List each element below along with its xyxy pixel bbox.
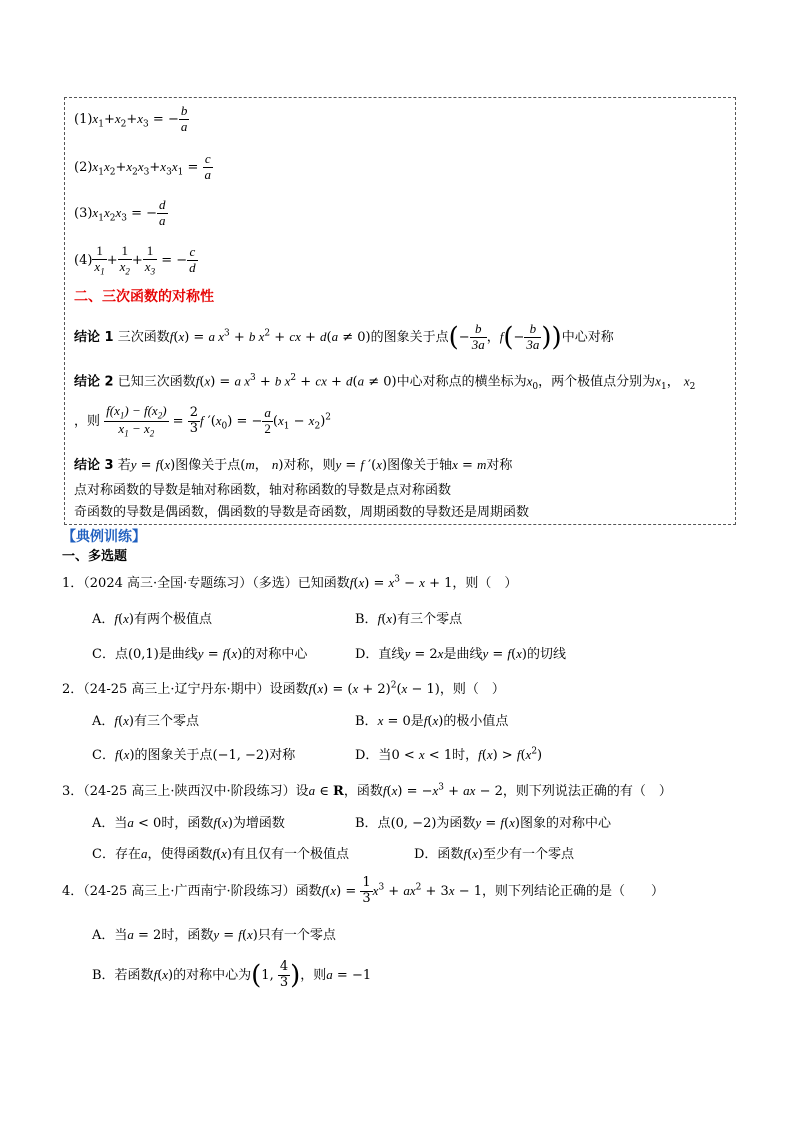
text: 图像关于点 [175,458,241,473]
q2-option-c[interactable]: C．f(x)的图象关于点(−1, −2)对称 [92,747,296,763]
label: (1) [74,111,93,127]
q3-option-a[interactable]: A．当a < 0时，函数f(x)为增函数 [92,815,285,831]
den: a [180,118,188,134]
sub-title: 一、多选题 [62,549,128,564]
conclusion-2-formula: ，则 $\frac{f(x_1) - f(x_2)}{x_1 - x_2}$ = $\frac{2}{3}$ f $'(x_0)$ = − $\frac{a}{2}$ $(x_1 - x_2)^2$ [74,403,331,439]
text: 三次函数 [117,329,170,345]
label: (3) [74,205,93,221]
text: 对称，则 [283,458,336,473]
text: 若 [117,458,131,473]
question-1: 1．（2024 高三·全国·专题练习）（多选）已知函数$f(x) = x^3 - x + 1$，则（ ） [62,574,518,591]
text: ，两个极值点分别为 [538,374,656,390]
q2-option-b[interactable]: B．x = 0是f(x)的极小值点 [355,713,509,729]
vieta-pair-sum: $(2)x_1x_2+x_2x_3+x_3x_1$ = $\frac{c}{a}$ [74,151,211,182]
label: (4) [74,252,93,268]
num: d [159,197,166,212]
question-3: 3．（24-25 高三上·陕西汉中·阶段练习）设a ∈ R，函数$f(x) = -x^3$ + ax − 2，则下列说法正确的有（ ） [62,782,672,799]
q2-option-d[interactable]: D．当0 < x < 1时，$f(x) > f(x^2)$ [355,746,543,763]
question-4: 4．（24-25 高三上·广西南宁·阶段练习）函数f(x) = $\frac{1}{3}$ $x^3 + ax^2 + 3x - 1$，则下列结论正确的是（ ） [62,875,665,906]
q2-option-a[interactable]: A．f(x)有三个零点 [92,713,199,729]
den: a [159,212,166,228]
num: 1． [62,576,84,591]
stem: （2024 高三·全国·专题练习）（多选）已知函数 [83,576,350,591]
q3-option-b[interactable]: B．点(0, −2)为函数y = f(x)图象的对称中心 [355,815,611,831]
den: d [189,259,196,275]
section-heading: 二、三次函数的对称性 [74,289,214,305]
q4-option-b[interactable]: B．若函数f(x)的对称中心为(1, $\frac{4}{3}$ )，则a = −1 [92,959,372,991]
conclusion-1: 结论 1 三次函数f(x) = a $x^3 + b$ $x^2$ + cx + d(a ≠ 0)的图象关于点(− $\frac{b}{3a}$ ，f(− $\frac{b}{3a}$ ))中心对称 [74,321,614,353]
num: c [203,152,214,168]
tag: 结论 3 [74,458,114,473]
conclusion-2: 结论 2 已知三次函数f(x) = a $x^3 + b$ $x^2$ + cx + d(a ≠ 0)中心对称点的横坐标为$x_0$，两个极值点分别为$x_1$， $x_2$ [74,373,696,392]
q1-option-d[interactable]: D．直线y = 2x是曲线y = f(x)的切线 [355,646,566,662]
q4-option-a[interactable]: A．当a = 2时，函数y = f(x)只有一个零点 [92,927,336,943]
text: 图像关于轴 [387,458,453,473]
end: ，则（ ） [452,576,518,591]
den: a [204,166,211,182]
q1-option-c[interactable]: C．点(0,1)是曲线y = f(x)的对称中心 [92,646,308,662]
conclusion-3: 结论 3 若y = f(x)图像关于点(m， n)对称，则y = f ′(x)图像关于轴x = m对称 [74,457,513,473]
text: 已知三次函数 [117,374,196,390]
tag: 结论 1 [74,329,114,345]
q1-option-b[interactable]: B．f(x)有三个零点 [355,611,463,627]
q3-option-c[interactable]: C．存在a，使得函数f(x)有且仅有一个极值点 [92,846,350,862]
vieta-reciprocal: (4) $\frac{1}{x_1}$ + $\frac{1}{x_2}$ + $\frac{1}{x_3}$ = − $\frac{c}{d}$ [74,243,196,277]
tag: 结论 2 [74,374,114,390]
question-2: 2．（24-25 高三上·辽宁丹东·期中）设函数$f(x) = (x + 2)^2(x - 1)$，则（ ） [62,680,505,697]
section-title: 【典例训练】 [62,529,146,545]
num: c [187,245,198,261]
vieta-sum: $(1)x_1+x_2+x_3$ = − $\frac{b}{a}$ [74,103,188,134]
text: 中心对称点的横坐标为 [396,374,527,390]
q3-option-d[interactable]: D．函数f(x)至少有一个零点 [414,846,575,862]
label: (2) [74,159,93,175]
text: ，则 [74,413,101,429]
note-line-2: 奇函数的导数是偶函数，偶函数的导数是奇函数，周期函数的导数还是周期函数 [74,505,530,520]
text: 对称 [486,458,513,473]
q1-option-a[interactable]: A．f(x)有两个极值点 [92,611,212,627]
num: b [180,103,188,118]
text: 的图象关于点 [370,329,449,345]
vieta-product: $(3)x_1x_2x_3$ = − $\frac{d}{a}$ [74,197,166,228]
text: 中心对称 [561,329,614,345]
note-line-1: 点对称函数的导数是轴对称函数，轴对称函数的导数是点对称函数 [74,483,452,498]
